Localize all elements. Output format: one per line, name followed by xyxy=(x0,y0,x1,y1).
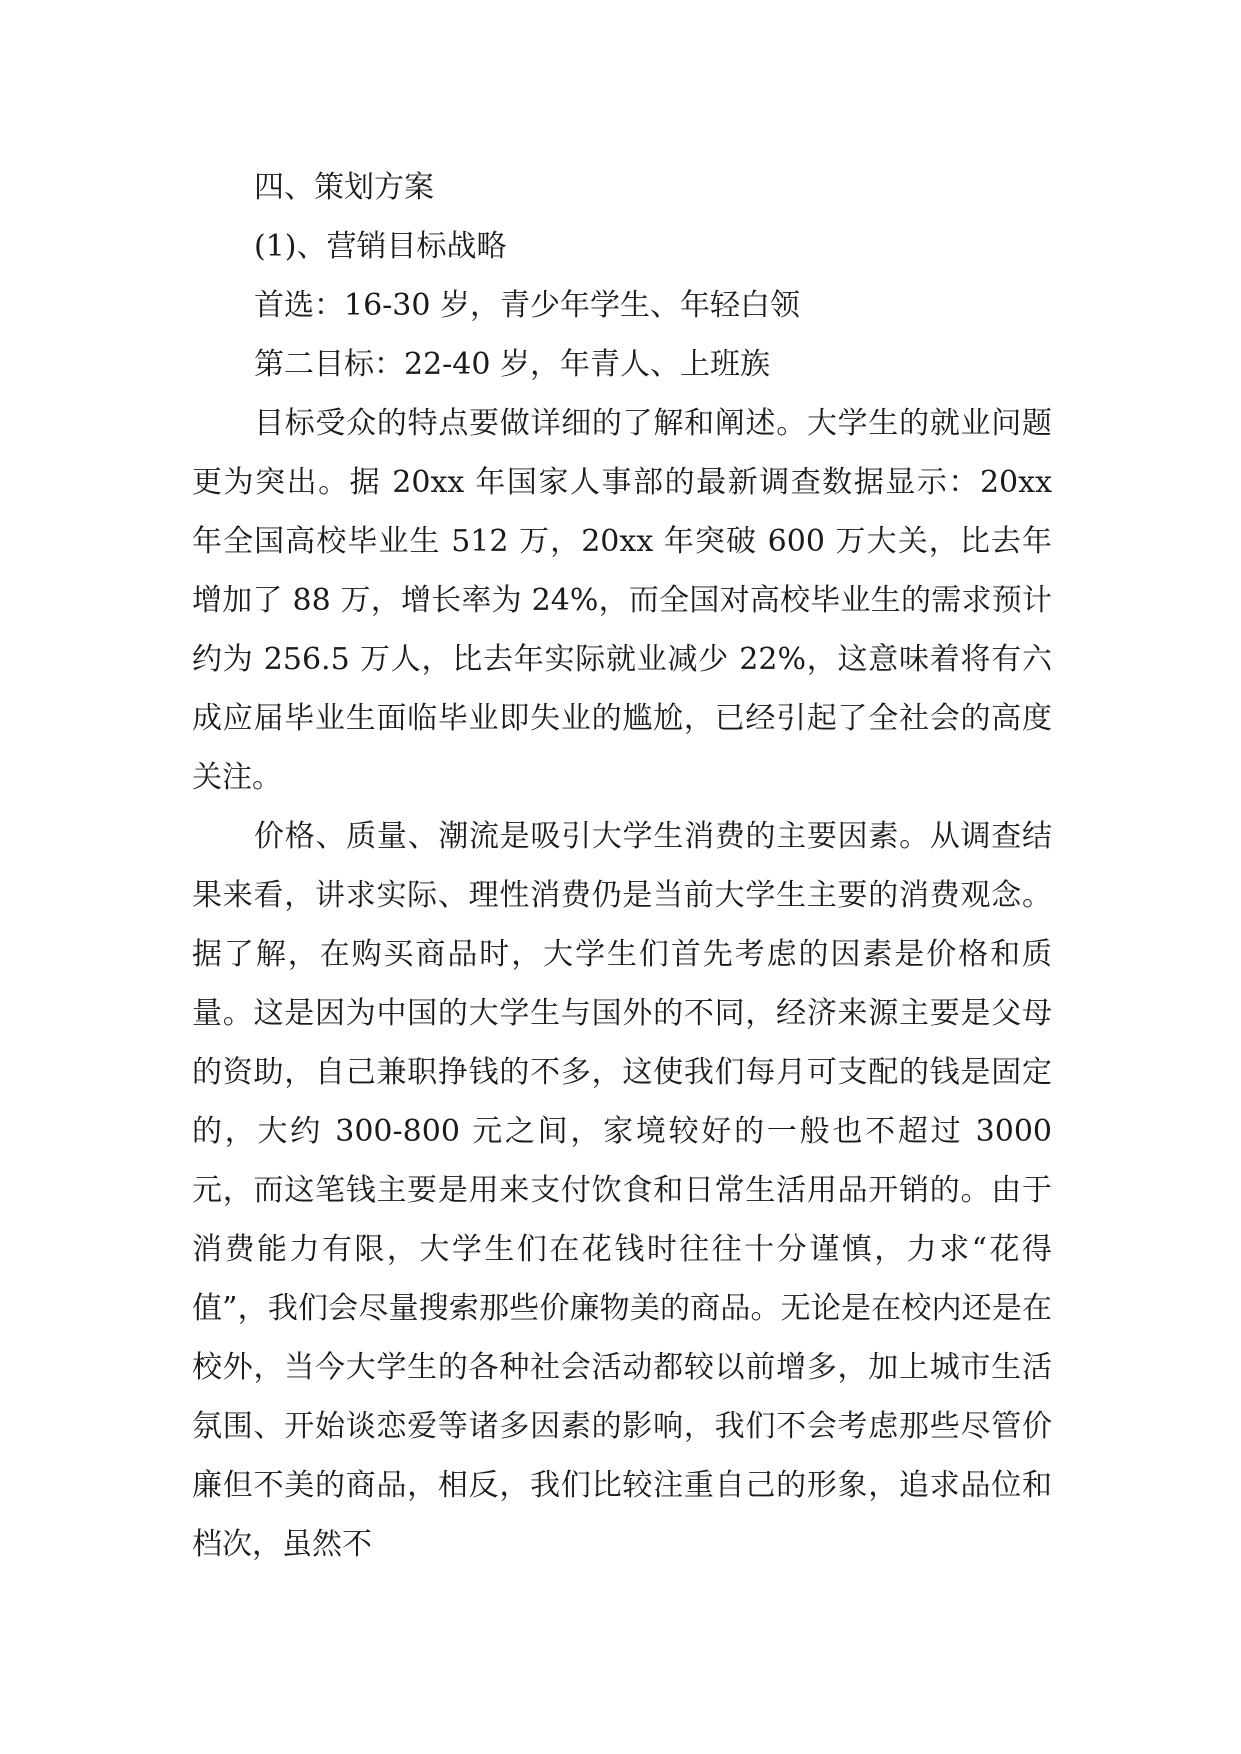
audience-paragraph: 目标受众的特点要做详细的了解和阐述。大学生的就业问题更为突出。据 20xx 年国家人事部的最新调查数据显示：20xx 年全国高校毕业生 512 万，20xx 年突破 600 万大关，比去年增加了 88 万，增长率为 24%，而全国对高校毕业生的需求预计约为 256.5 万人，比去年实际就业减少 22%，这意味着将有六成应届毕业生面临毕业即失业的尴尬，已经引起了全社会的高度关注。 xyxy=(192,406,1052,795)
section-heading: 四、策划方案 xyxy=(254,170,434,205)
consumption-paragraph: 价格、质量、潮流是吸引大学生消费的主要因素。从调查结果来看，讲求实际、理性消费仍是当前大学生主要的消费观念。据了解，在购买商品时，大学生们首先考虑的因素是价格和质量。这是因为中国的大学生与国外的不同，经济来源主要是父母的资助，自己兼职挣钱的不多，这使我们每月可支配的钱是固定的，大约 300-800 元之间，家境较好的一般也不超过 3000 元，而这笔钱主要是用来支付饮食和日常生活用品开销的。由于消费能力有限，大学生们在花钱时往往十分谨慎，力求“花得值”，我们会尽量搜索那些价廉物美的商品。无论是在校内还是在校外，当今大学生的各种社会活动都较以前增多，加上城市生活氛围、开始谈恋爱等诸多因素的影响，我们不会考虑那些尽管价廉但不美的商品，相反，我们比较注重自己的形象，追求品位和档次，虽然不 xyxy=(192,819,1052,1562)
secondary-target-line: 第二目标：22-40 岁，年青人、上班族 xyxy=(254,347,771,382)
primary-target-line: 首选：16-30 岁，青少年学生、年轻白领 xyxy=(254,288,801,323)
document-body xyxy=(192,158,1052,1574)
subsection-heading: (1)、营销目标战略 xyxy=(254,229,507,264)
